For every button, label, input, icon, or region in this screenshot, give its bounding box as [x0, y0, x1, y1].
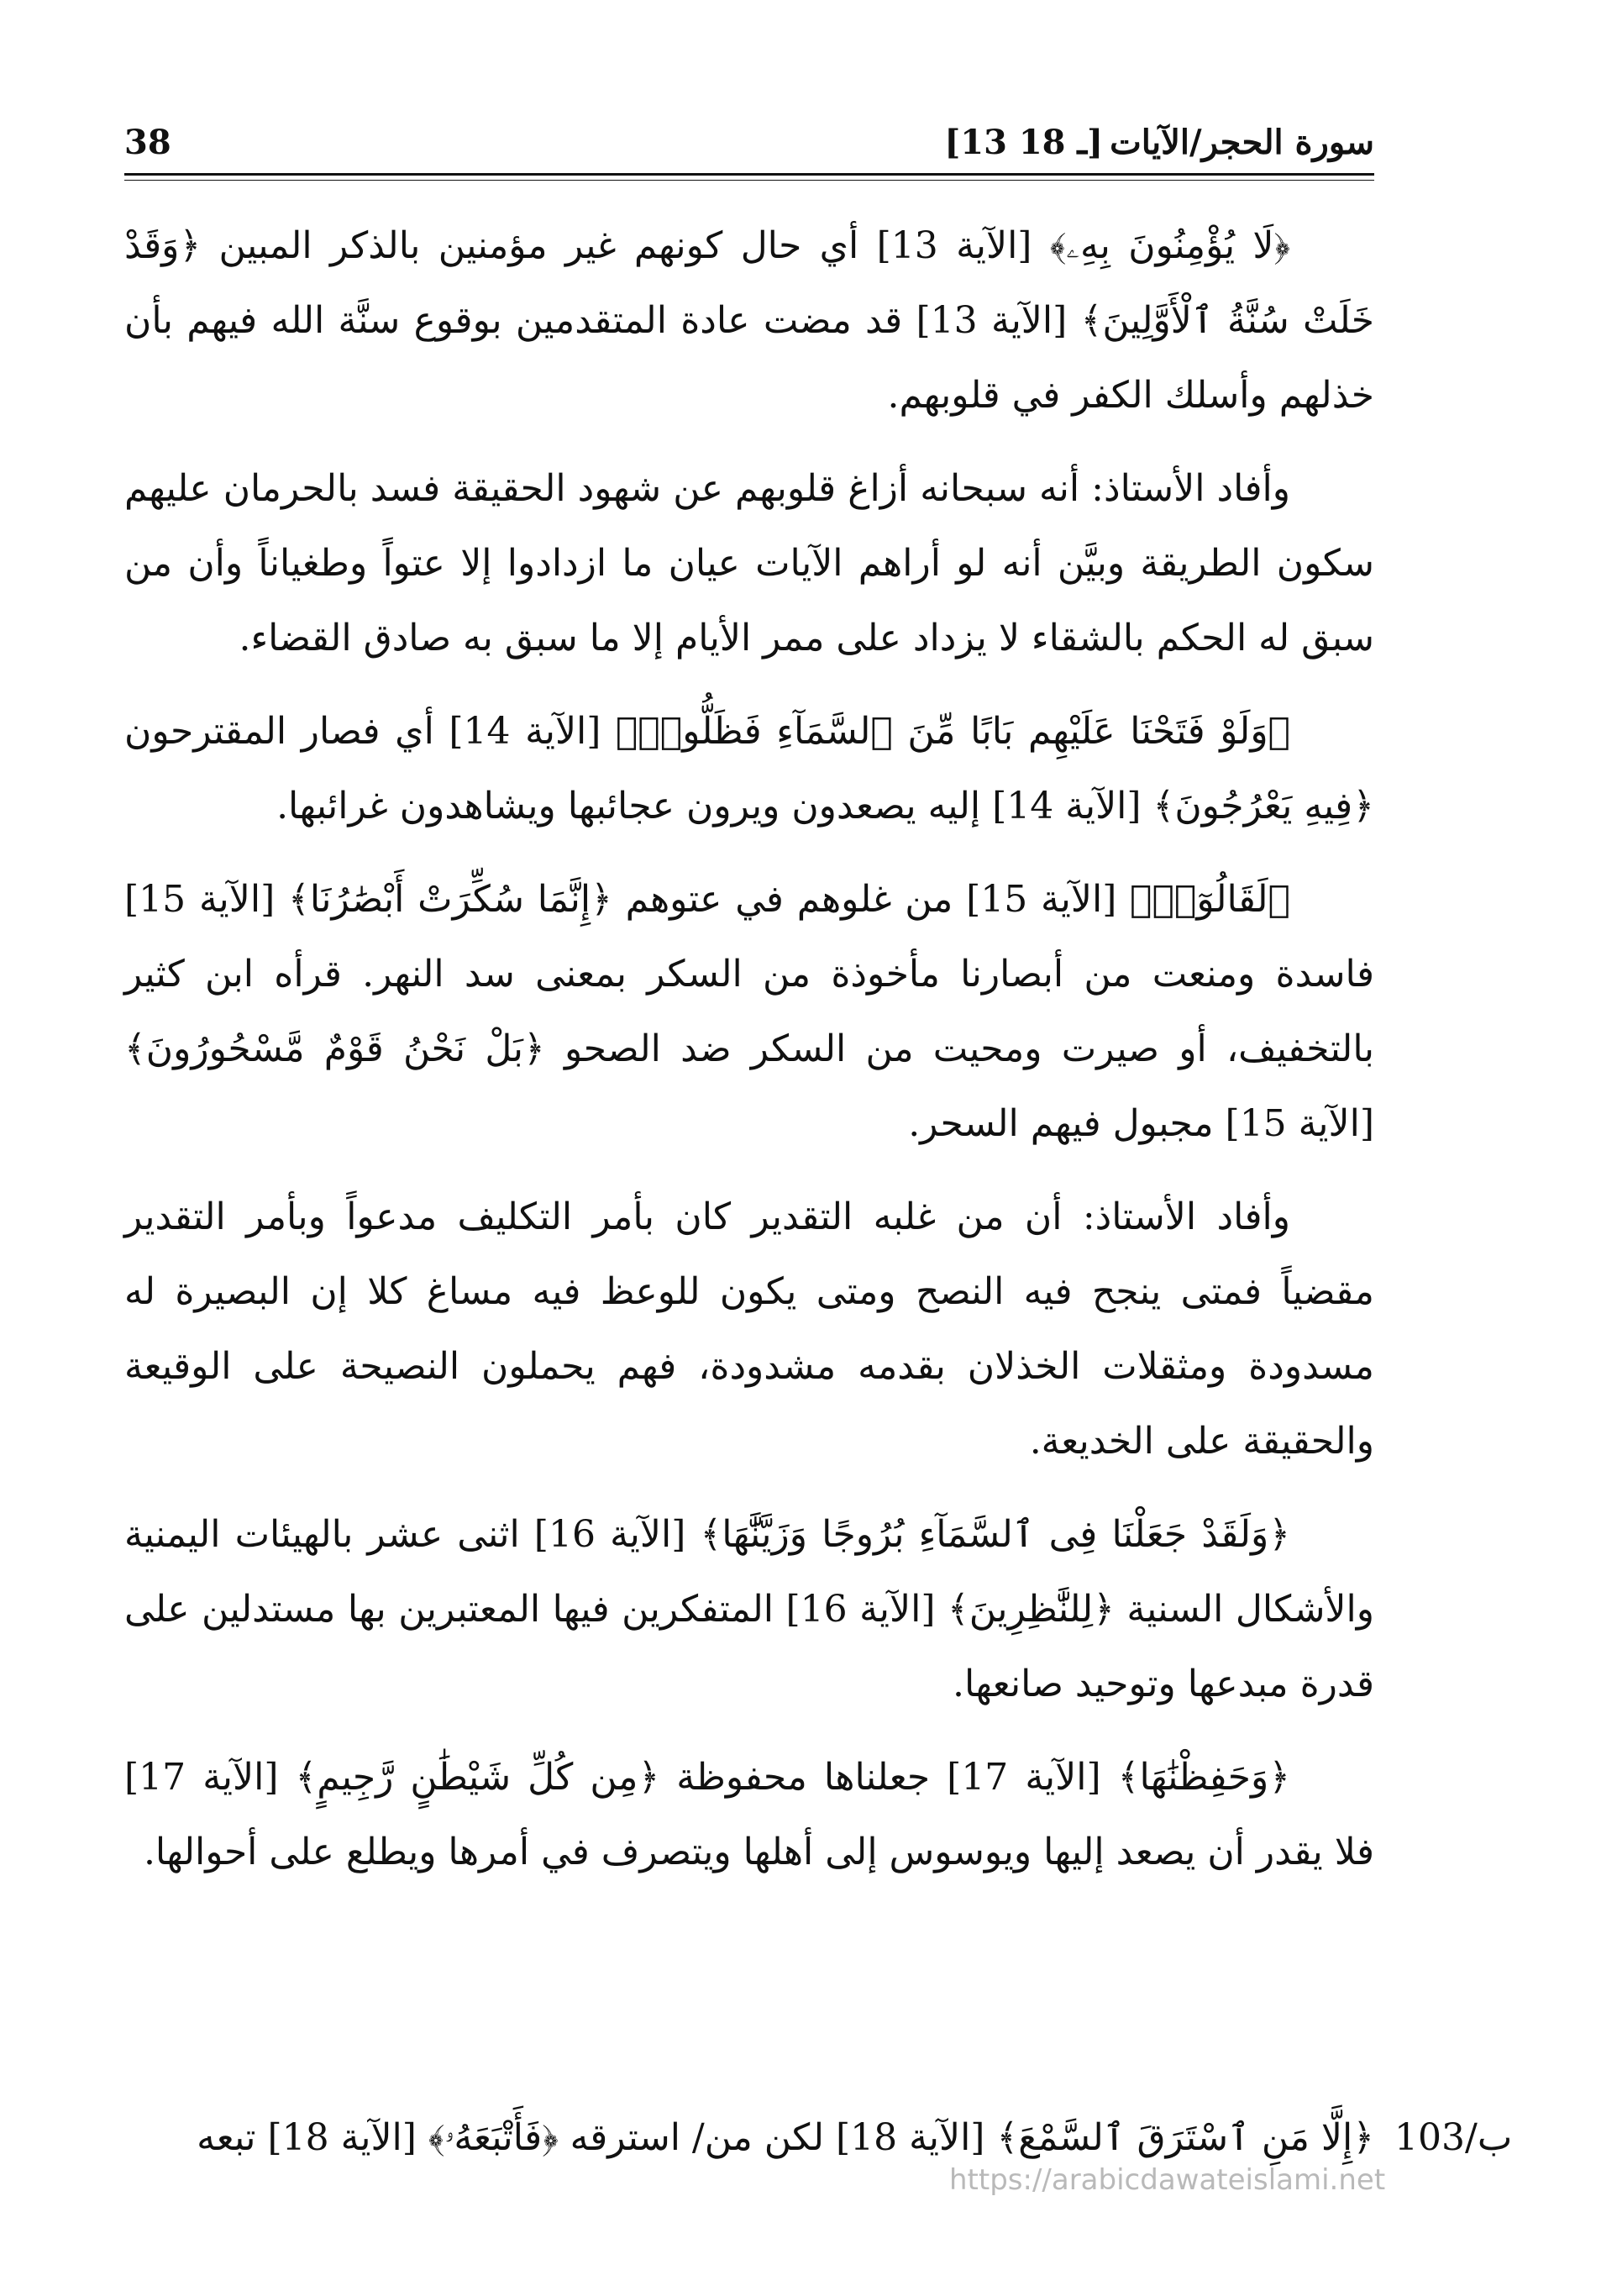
paragraph-1: ﴿لَا يُؤْمِنُونَ بِهِۦ﴾ [الآية 13] أي حال كونهم غير مؤمنين بالذكر المبين ﴿وَقَدْ خَلَتْ سُنَّةُ ٱلْأَوَّلِينَ﴾ [الآية 13] قد مضت عادة المتقدمين بوقوع سنَّة الله فيهم بأن خذلهم وأسلك الكفر في قلوبهم.: [124, 224, 1374, 417]
paragraph-3: ﴿وَلَوْ فَتَحْنَا عَلَيْهِم بَابًا مِّنَ ٱلسَّمَآءِ فَظَلُّوا۟﴾ [الآية 14] أي فصار المقترحون ﴿فِيهِ يَعْرُجُونَ﴾ [الآية 14] إليه يصعدون ويرون عجائبها ويشاهدون غرائبها.: [124, 710, 1374, 828]
verse-range: [13 ـ 18]: [944, 123, 1104, 162]
paragraph-4: ﴿لَقَالُوٓا۟﴾ [الآية 15] من غلوهم في عتوهم ﴿إِنَّمَا سُكِّرَتْ أَبْصَٰرُنَا﴾ [الآية 15] فاسدة ومنعت من أبصارنا مأخوذة من السكر بمعنى سد النهر. قرأه ابن كثير بالتخفيف، أو صيرت ومحيت من السكر ضد الصحو ﴿بَلْ نَحْنُ قَوْمٌ مَّسْحُورُونَ﴾ [الآية 15] مجبول فيهم السحر.: [124, 878, 1374, 1145]
paragraph-5: وأفاد الأستاذ: أن من غلبه التقدير كان بأمر التكليف مدعواً وبأمر التقدير مقضياً فمتى ينجح فيه النصح ومتى يكون للوعظ فيه مساغ كلا إن البصيرة له مسدودة ومثقلات الخذلان بقدمه مشدودة، فهم يحملون النصيحة على الوقيعة والحقيقة على الخديعة.: [124, 1195, 1374, 1463]
manuscript-folio-note: 103/ب: [1394, 2116, 1513, 2159]
page-header: [124, 118, 1374, 168]
continuation-line: ﴿إِلَّا مَنِ ٱسْتَرَقَ ٱلسَّمْعَ﴾ [الآية 18] لكن من/ استرقه ﴿فَأَتْبَعَهُۥ﴾ [الآية 18] تبعه: [197, 2116, 1374, 2159]
page-number: 38: [124, 123, 171, 162]
surah-title: سورة الحجر/الآيات: [1110, 123, 1374, 162]
paragraph-7: ﴿وَحَفِظْنَٰهَا﴾ [الآية 17] جعلناها محفوظة ﴿مِن كُلِّ شَيْطَٰنٍ رَّجِيمٍ﴾ [الآية 17] فلا يقدر أن يصعد إليها ويوسوس إلى أهلها ويتصرف في أمرها ويطلع على أحوالها.: [124, 1756, 1374, 1873]
header-rule-thin: [124, 180, 1374, 181]
commentary-body: [124, 208, 1374, 1908]
running-title: [944, 118, 1374, 168]
paragraph-2: وأفاد الأستاذ: أنه سبحانه أزاغ قلوبهم عن شهود الحقيقة فسد بالحرمان عليهم سكون الطريقة وبيَّن أنه لو أراهم الآيات عيان ما ازدادوا إلا عتواً وطغياناً وأن من سبق له الحكم بالشقاء لا يزداد على ممر الأيام إلا ما سبق به صادق القضاء.: [124, 467, 1374, 659]
paragraph-6: ﴿وَلَقَدْ جَعَلْنَا فِى ٱلسَّمَآءِ بُرُوجًا وَزَيَّنَّٰهَا﴾ [الآية 16] اثنى عشر بالهيئات اليمنية والأشكال السنية ﴿لِلنَّٰظِرِينَ﴾ [الآية 16] المتفكرين فيها المعتبرين بها مستدلين على قدرة مبدعها وتوحيد صانعها.: [124, 1513, 1374, 1705]
header-rule-thick: [124, 173, 1374, 176]
watermark-url: https://arabicdawateislami.net: [949, 2163, 1386, 2197]
